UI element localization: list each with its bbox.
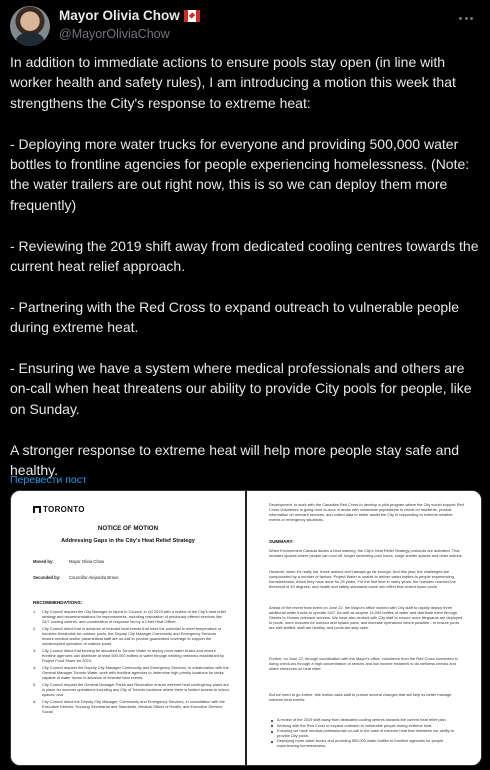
summary-bullet: Deploying more water trucks and providing 500,000 water bottles to frontline agencies for people experiencing homelessness.	[269, 739, 465, 749]
recommendation-item: 2. City Council direct that in advance of forecast heat events that have the potential to meet temperature or humidex thresholds for outdoor pools, the Deputy City Manager Community and Emergency Services ensure medical and/or paramedical staff are on-call to provide guaranteed coverage to support the uninterrupted operation of outdoor pools.	[33, 626, 222, 646]
avatar-figure	[16, 32, 44, 46]
more-options-icon[interactable]	[456, 8, 476, 28]
summary-paragraph: When Environment Canada issues a heat warning, the City's Heat Relief Strategy protocols are activated. That includes spaces where people can cool off, longer swimming pool hours, surge shelter spaces and other actions.	[269, 548, 463, 558]
notice-title: NOTICE OF MOTION	[97, 525, 159, 532]
seconded-by-value: Councillor Alejandra Bravo	[69, 575, 119, 580]
document-page-right	[247, 491, 482, 766]
summary-bullet: Working with the Red Cross to expand outreach to vulnerable people during extreme heat.	[269, 724, 465, 729]
author-name[interactable]: Mayor Olivia Chow	[59, 8, 180, 23]
document-page-left	[11, 491, 245, 766]
canada-flag-icon	[184, 10, 200, 22]
tweet-body	[10, 52, 482, 480]
seconded-by-label: Seconded by:	[33, 575, 61, 580]
recommendation-item: 5. City Council request the General Manager Parks and Recreation ensure extreme heat contingency plans are in place for summer operations including any City of Toronto locations where there is limited access to indoor spaces; and	[33, 682, 229, 698]
translate-post-link[interactable]: Перевести пост	[10, 474, 87, 486]
tweet-paragraph: - Ensuring we have a system where medical professionals and others are on-call when heat threatens our ability to provide City pools for people, like on Sunday.	[10, 360, 472, 417]
notice-subtitle: Addressing Gaps in the City's Heat Relief Strategy	[61, 538, 195, 544]
summary-paragraph: But we need to go further, this motion asks staff to pursue several changes that will help us better manage extreme heat events:	[269, 692, 452, 702]
summary-bullet: Ensuring we have medical professionals on-call in the case of extreme heat that threatens our ability to provide City pools.	[269, 729, 465, 739]
recommendation-item: 4. City Council request the Deputy City Manager Community and Emergency Services, in collaboration with the General Manager Toronto Water, work with frontline agencies to determine high priority locations for tanks capable of water trucks in advance of forecast heat events.	[33, 665, 229, 681]
toronto-logo	[33, 505, 85, 514]
tweet-paragraph: - Deploying more water trucks for everyone and providing 500,000 water bottles to frontline agencies for people experiencing homelessness. (Note: the water trailers are out right now, this is so we can deploy them more frequently)	[10, 135, 470, 213]
tweet-header	[0, 0, 490, 48]
summary-paragraph: Further, on June 22, through coordination with the Mayor's office, volunteers from the Red Cross connected in doing check-ins through a high concentration of seniors and low income residents to do wellness checks and share resources on heat relief.	[269, 656, 458, 671]
summary-paragraph: Ahead of the recent heat event on June 22, the Mayor's office worked with City staff to rapidly deploy three additional water trucks to operate 24/7. As well as acquire 14,000 bottles of water and distribute them through Streets to Homes outreach workers. We have also worked with City staff to ensure more lifeguards are deployed to pools, more closures for outdoor and splash pads, and increase operations where possible - to ensure pools are well staffed, staff are healthy, and pools are stay open.	[269, 605, 463, 630]
recommendations-heading: RECOMMENDATIONS:	[33, 600, 83, 605]
summary-bullets	[269, 718, 465, 750]
summary-paragraph: However, when it's really hot, these actions don't always go far enough. And this year, the challenges are compounded by a number of factors. Project Water is unable to deliver water bottles to people experiencing homelessness, which they have done for 25 years. For the first time in many years, the humidex reached the threshold of 40 degrees, and health and safety standards came into effect that closed some pools.	[269, 569, 456, 589]
moved-by-label: Moved by:	[33, 559, 54, 564]
summary-heading: SUMMARY:	[269, 539, 294, 544]
author-handle[interactable]: @MayorOliviaChow	[59, 27, 170, 41]
author-avatar[interactable]	[10, 6, 50, 46]
tweet-paragraph: - Partnering with the Red Cross to expand outreach to vulnerable people during extreme heat.	[10, 298, 460, 336]
tweet-media-image[interactable]	[10, 490, 482, 766]
tweet-paragraph: - Reviewing the 2019 shift away from dedicated cooling centres towards the current heat relief approach.	[10, 237, 479, 275]
summary-bullet: A review of the 2019 shift away from dedicated cooling centres towards the current heat relief plan.	[269, 718, 465, 723]
toronto-logo-text: TORONTO	[43, 505, 85, 514]
recommendation-item: 3. City Council direct that funding be allocated to Toronto Water to deploy more water trucks and ensure frontline agencies can distribute at least 500,000 bottles of water through existing networks established by Project Food Share for 2024.	[33, 648, 225, 663]
toronto-logo-icon	[33, 506, 41, 513]
recommendation-item: 1. City Council request the City Manager to report to Council, in Q4 2023 with a review of the City's heat relief strategy and recommendations for improvements, including restoration of previously offered services like 24/7 cooling centres, and coordination of response led by a Chief Heat Officer.	[33, 609, 226, 624]
moved-by-value: Mayor Olivia Chow	[69, 559, 105, 564]
recommendations-list	[33, 610, 229, 718]
continued-paragraph: Development, to work with the Canadian Red Cross to develop a pilot program where the City would support Red Cross Volunteers in going door-to-door in areas with vulnerable populations to check on residents, provide information on relevant services, and collect data to better assist the City in responding to extreme weather events or emergency situations.	[269, 502, 464, 522]
seconded-by-field	[33, 575, 118, 580]
recommendation-item: 6. City Council direct the Deputy City Manager, Community and Emergency Services, in consultation with the Executive Director, Housing Secretariat and Standards, Medical Officer of Health, and Executive Director, Social	[33, 699, 225, 715]
tweet-paragraph: A stronger response to extreme heat will help more people stay safe and healthy.	[10, 441, 460, 479]
author-name-row[interactable]	[59, 8, 200, 23]
tweet-paragraph: In addition to immediate actions to ensure pools stay open (in line with worker health and safety rules), I am introducing a motion this week that strengthens the City's response to extreme heat:	[10, 54, 456, 111]
moved-by-field	[33, 559, 104, 564]
